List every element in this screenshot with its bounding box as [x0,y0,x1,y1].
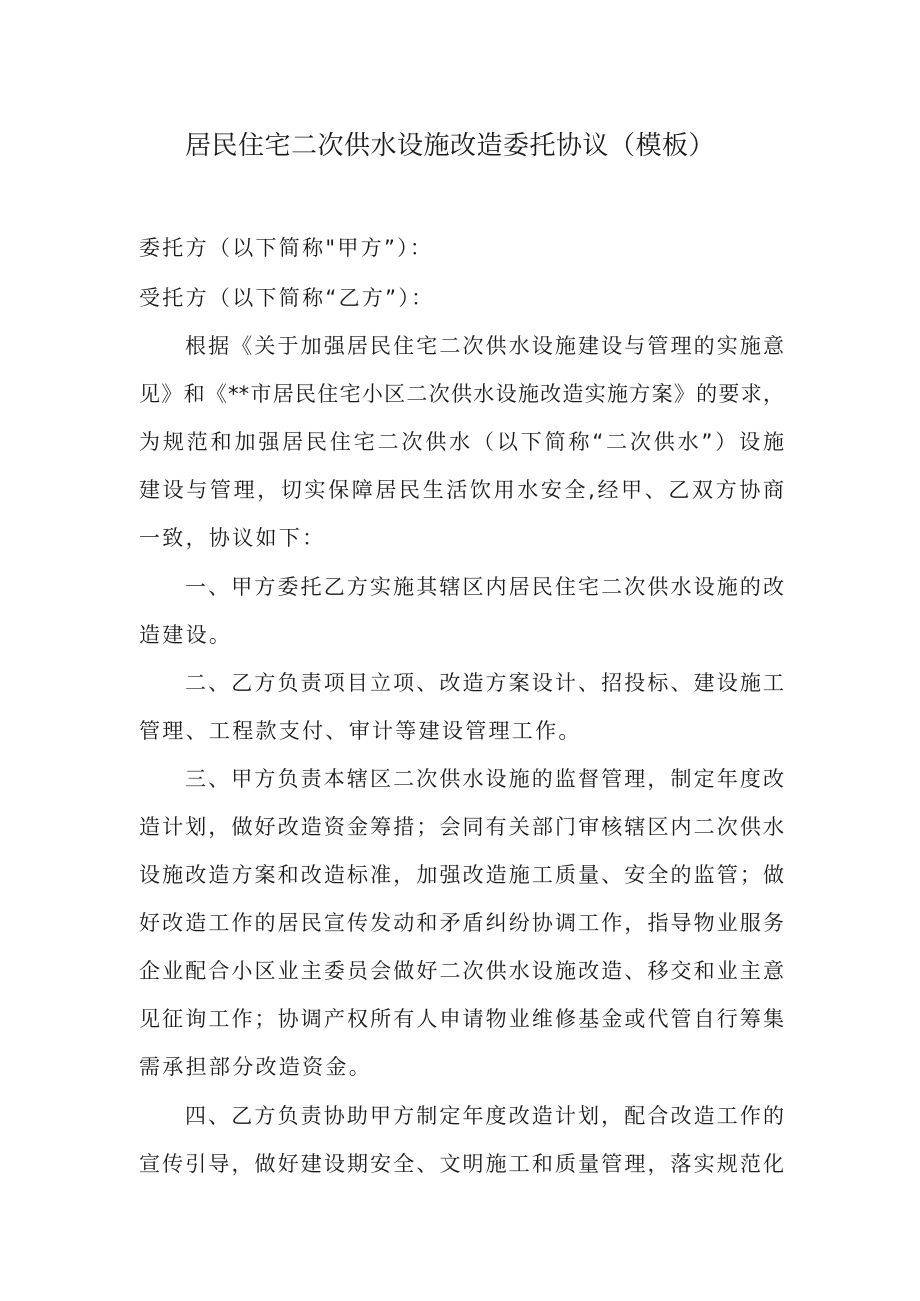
clause-3-line: 造计划，做好改造资金筹措；会同有关部门审核辖区内二次供水 [139,815,784,839]
clause-2-line: 管理、工程款支付、审计等建设管理工作。 [139,719,582,743]
principal-party-line: 委托方（以下简称"甲方”）： [139,236,434,260]
document-title: 居民住宅二次供水设施改造委托协议（模板） [184,131,715,161]
preamble-line: 为规范和加强居民住宅二次供水（以下简称“二次供水”）设施 [139,430,784,454]
clause-1-line: 造建设。 [139,623,233,647]
clause-1-line: 一、甲方委托乙方实施其辖区内居民住宅二次供水设施的改 [185,575,784,599]
clause-3-line: 设施改造方案和改造标准，加强改造施工质量、安全的监管；做 [139,863,784,887]
preamble-line: 一致，协议如下： [139,526,326,550]
clause-3-line: 见征询工作；协调产权所有人申请物业维修基金或代管自行筹集 [139,1007,784,1031]
clause-3-line: 三、甲方负责本辖区二次供水设施的监督管理，制定年度改 [185,767,784,791]
clause-3-line: 需承担部分改造资金。 [139,1055,372,1079]
preamble-line: 见》和《**市居民住宅小区二次供水设施改造实施方案》的要求， [139,382,784,406]
clause-3-line: 好改造工作的居民宣传发动和矛盾纠纷协调工作，指导物业服务 [139,911,784,935]
preamble-line: 建设与管理，切实保障居民生活饮用水安全,经甲、乙双方协商 [139,478,784,502]
preamble-line: 根据《关于加强居民住宅二次供水设施建设与管理的实施意 [185,334,784,358]
clause-4-line: 四、乙方负责协助甲方制定年度改造计划，配合改造工作的 [185,1104,784,1128]
clause-3-line: 企业配合小区业主委员会做好二次供水设施改造、移交和业主意 [139,959,784,983]
clause-4-line: 宣传引导，做好建设期安全、文明施工和质量管理，落实规范化 [139,1152,784,1176]
agent-party-line: 受托方（以下简称“乙方”）： [139,286,435,310]
clause-2-line: 二、乙方负责项目立项、改造方案设计、招投标、建设施工 [185,671,784,695]
